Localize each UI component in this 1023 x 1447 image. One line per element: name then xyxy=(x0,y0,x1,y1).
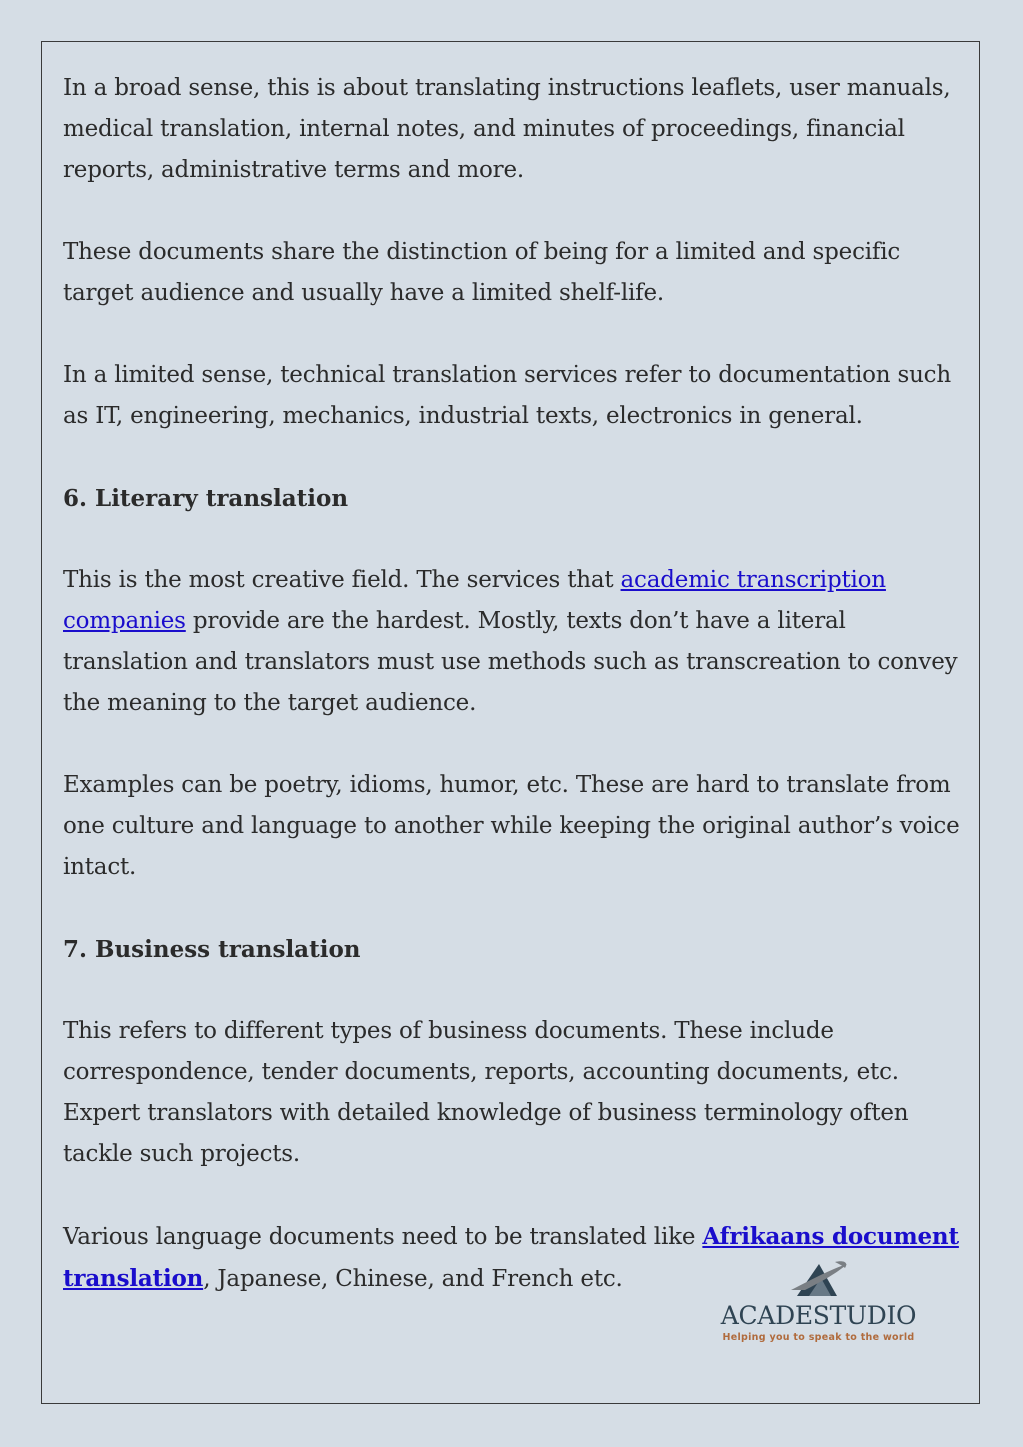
heading-literary-translation: 6. Literary translation xyxy=(63,485,349,512)
page-frame xyxy=(41,41,980,1404)
paragraph-languages-text-start: Various language documents need to be translated like xyxy=(63,1224,703,1250)
paragraph-target-audience: These documents share the distinction of being for a limited and specific target audience and usually have a limited shelf-life. xyxy=(63,239,901,306)
academic-transcription-link[interactable]: academic transcription companies xyxy=(63,567,886,634)
paragraph-literary xyxy=(63,560,963,724)
acadestudio-logo xyxy=(717,1260,920,1343)
paragraph-languages-text-end: , Japanese, Chinese, and French etc. xyxy=(203,1266,623,1292)
heading-business-translation: 7. Business translation xyxy=(63,936,361,963)
paragraph-technical-broad: In a broad sense, this is about translating instructions leaflets, user manuals, medical translation, internal notes, and minutes of proceedings, financial reports, administrative terms and more. xyxy=(63,75,951,183)
logo-tagline: Helping you to speak to the world xyxy=(722,1332,915,1343)
logo-mountain-icon xyxy=(785,1260,851,1300)
logo-name: ACADESTUDIO xyxy=(720,1301,917,1330)
paragraph-business: This refers to different types of business documents. These include correspondence, tender documents, reports, accounting documents, etc. Expert translators with detailed knowledge of business terminology often tackle such projects. xyxy=(63,1018,909,1167)
document-body xyxy=(63,68,963,1341)
paragraph-technical-limited: In a limited sense, technical translation services refer to documentation such as IT, engineering, mechanics, industrial texts, electronics in general. xyxy=(63,362,951,429)
paragraph-literary-text-end: provide are the hardest. Mostly, texts don’t have a literal translation and translators must use methods such as transcreation to convey the meaning to the target audience. xyxy=(63,608,958,716)
paragraph-literary-text-start: This is the most creative field. The services that xyxy=(63,567,621,593)
paragraph-literary-examples: Examples can be poetry, idioms, humor, etc. These are hard to translate from one culture and language to another while keeping the original author’s voice intact. xyxy=(63,772,960,880)
afrikaans-translation-link[interactable]: Afrikaans document translation xyxy=(63,1223,959,1292)
